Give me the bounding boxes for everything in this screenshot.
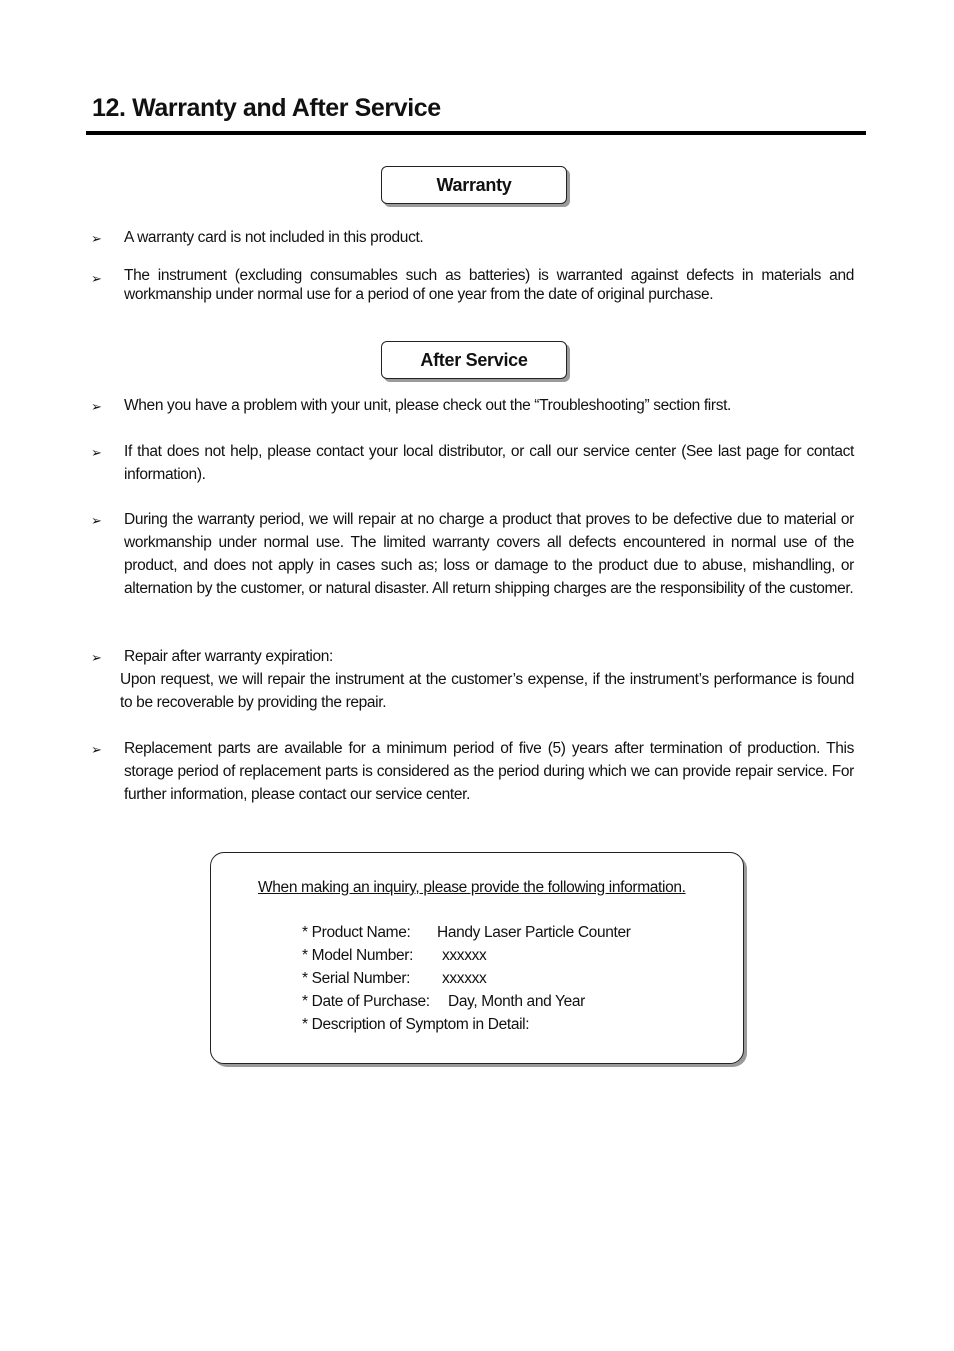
bullet-arrow-icon: ➢: [91, 742, 102, 757]
warranty-heading: Warranty: [436, 174, 512, 195]
field-value: xxxxxx: [442, 947, 487, 964]
after-service-heading-box: [381, 341, 567, 379]
inquiry-field-product-name: [302, 924, 631, 942]
bullet-arrow-icon: ➢: [91, 231, 102, 246]
inquiry-field-symptom-description: [302, 1016, 529, 1034]
field-value: Day, Month and Year: [448, 993, 585, 1010]
field-label: * Date of Purchase:: [302, 993, 430, 1010]
warranty-item-1: A warranty card is not included in this product.: [124, 229, 424, 246]
bullet-arrow-icon: ➢: [91, 399, 102, 414]
warranty-heading-box: [381, 166, 567, 204]
inquiry-field-serial-number: [302, 970, 487, 988]
field-label: * Description of Symptom in Detail:: [302, 1016, 530, 1033]
after-service-item-5: Replacement parts are available for a minimum period of five (5) years after termination of production. This storage period of replacement parts is considered as the period during which we can provide repair service. For further information, please contact our service center.: [124, 740, 854, 803]
after-service-item-4: Repair after warranty expiration:: [124, 648, 333, 665]
warranty-item-2: The instrument (excluding consumables such as batteries) is warranted against defects in materials and workmanship under normal use for a period of one year from the date of original purchase.: [124, 267, 854, 303]
after-service-heading: After Service: [420, 349, 528, 370]
inquiry-field-model-number: [302, 947, 487, 965]
field-value: xxxxxx: [442, 970, 487, 987]
bullet-arrow-icon: ➢: [91, 271, 102, 286]
after-service-item-1: When you have a problem with your unit, please check out the “Troubleshooting” section first.: [124, 397, 732, 414]
field-label: * Model Number:: [302, 947, 414, 964]
inquiry-field-date-of-purchase: [302, 993, 585, 1011]
page-title: 12. Warranty and After Service: [92, 94, 441, 122]
bullet-arrow-icon: ➢: [91, 650, 102, 665]
field-label: * Serial Number:: [302, 970, 411, 987]
inquiry-info-box: [210, 852, 744, 1064]
repair-detail: Upon request, we will repair the instrument at the customer’s expense, if the instrument’s performance is found to be recoverable by providing the repair.: [120, 671, 854, 711]
after-service-item-2: If that does not help, please contact your local distributor, or call our service center (See last page for contact information).: [124, 443, 854, 483]
after-service-item-3: During the warranty period, we will repair at no charge a product that proves to be defective due to material or workmanship under normal use. The limited warranty covers all defects encountered in normal use of the product, and does not apply in cases such as; loss or damage to the product due to abuse, mishandling, or alternation by the customer, or natural disaster. All return shipping charges are the responsibility of the customer.: [124, 511, 854, 597]
inquiry-heading: When making an inquiry, please provide the following information.: [258, 879, 686, 896]
title-divider: [86, 131, 866, 135]
bullet-arrow-icon: ➢: [91, 445, 102, 460]
bullet-arrow-icon: ➢: [91, 513, 102, 528]
field-value: Handy Laser Particle Counter: [437, 924, 631, 941]
field-label: * Product Name:: [302, 924, 411, 941]
